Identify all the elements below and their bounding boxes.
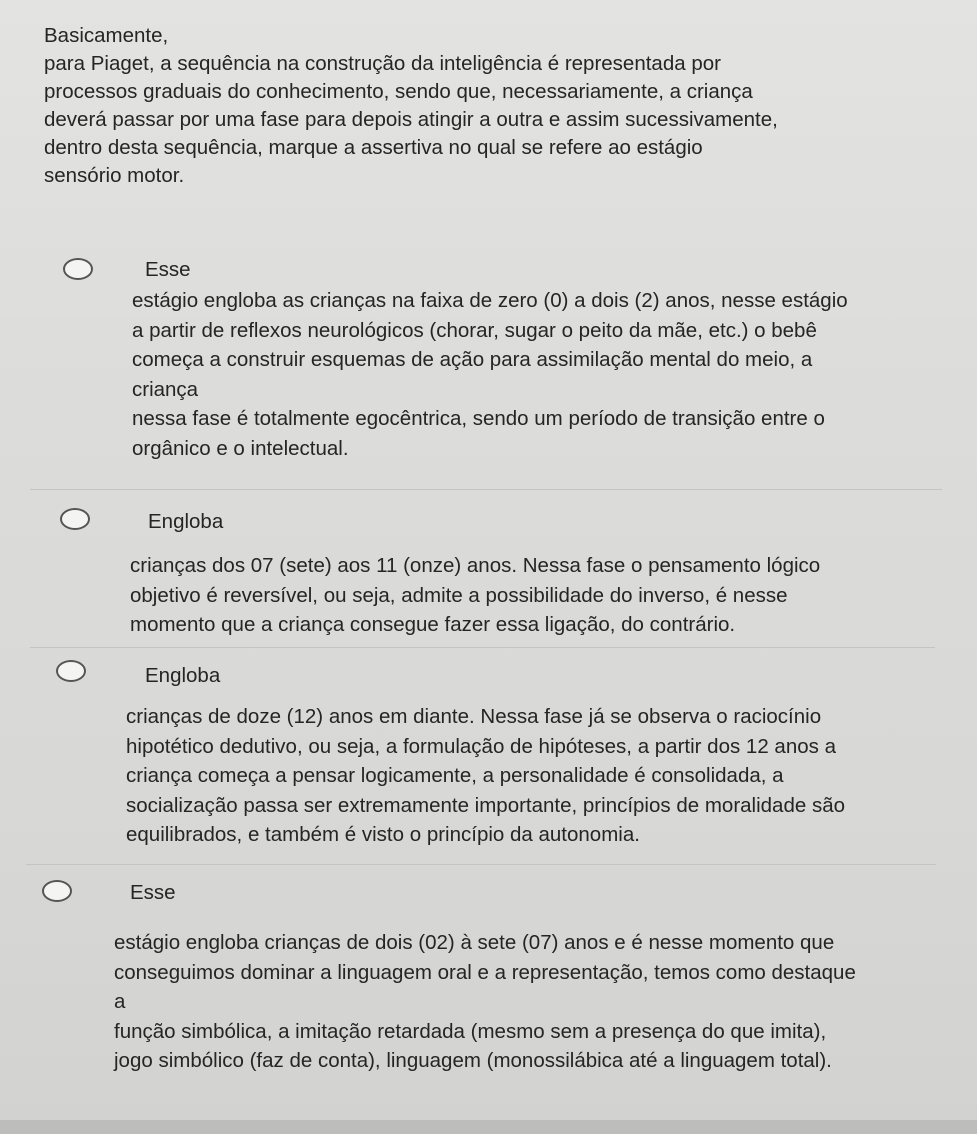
option-3-lead: Engloba <box>145 664 221 687</box>
option-4-text: estágio engloba crianças de dois (02) à sete (07) anos e é nesse momento que conseguimos dominar a linguagem oral e a representação, temos como destaque a função simbólica, a imitação retardada (mesmo sem a presença do que imita), jogo simbólico (faz de conta), linguagem (monossilábica até a linguagem total). <box>114 931 856 1072</box>
radio-button-option-4[interactable] <box>42 880 72 902</box>
question-body: para Piaget, a sequência na construção da inteligência é representada por processos graduais do conhecimento, sendo que, necessariamente, a criança deverá passar por uma fase para depois atingir a outra e assim sucessivamente, dentro desta sequência, marque a assertiva no qual se refere ao estágio sensório motor. <box>44 52 778 187</box>
option-divider <box>26 864 936 865</box>
question-heading: Basicamente, <box>44 24 169 47</box>
option-4-lead: Esse <box>130 881 176 904</box>
radio-button-option-3[interactable] <box>56 660 86 682</box>
option-divider <box>30 647 935 648</box>
option-2-text: crianças dos 07 (sete) aos 11 (onze) anos. Nessa fase o pensamento lógico objetivo é reversível, ou seja, admite a possibilidade do inverso, é nesse momento que a criança consegue fazer essa ligação, do contrário. <box>130 554 821 636</box>
radio-button-option-2[interactable] <box>60 508 90 530</box>
option-1-text: estágio engloba as crianças na faixa de zero (0) a dois (2) anos, nesse estágio a partir de reflexos neurológicos (chorar, sugar o peito da mãe, etc.) o bebê começa a construir esquemas de ação para assimilação mental do meio, a criança nessa fase é totalmente egocêntrica, sendo um período de transição entre o orgânico e o intelectual. <box>132 289 848 460</box>
option-1-lead: Esse <box>145 258 191 281</box>
bottom-edge <box>0 1120 977 1134</box>
option-3-text: crianças de doze (12) anos em diante. Nessa fase já se observa o raciocínio hipotético dedutivo, ou seja, a formulação de hipóteses, a partir dos 12 anos a criança começa a pensar logicamente, a personalidade é consolidada, a socialização passa ser extremamente importante, princípios de moralidade são equilibrados, e também é visto o princípio da autonomia. <box>126 705 846 846</box>
question-text <box>44 22 944 190</box>
option-2-lead: Engloba <box>148 510 224 533</box>
option-divider <box>30 489 942 490</box>
radio-button-option-1[interactable] <box>63 258 93 280</box>
